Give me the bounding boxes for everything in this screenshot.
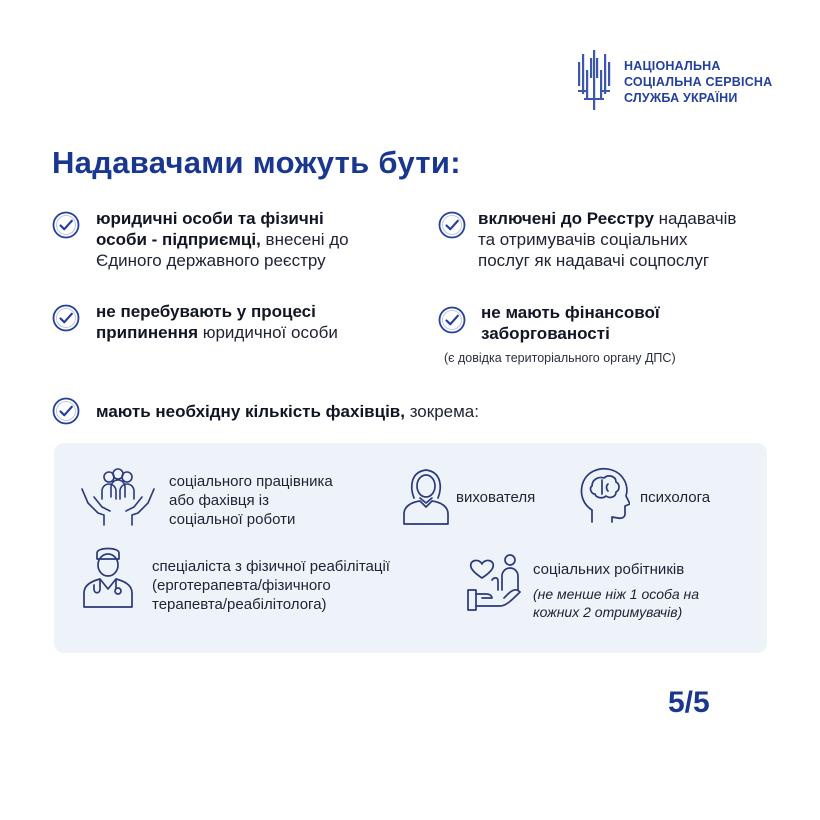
item-bold: мають необхідну кількість фахівців, [96,402,405,421]
logo-wordmark [624,58,804,106]
educator-icon [400,464,452,526]
specialist-label [152,557,390,614]
logo-line: СЛУЖБА УКРАЇНИ [624,91,738,105]
item-text: надавачів [653,209,737,228]
requirement-item [481,302,660,344]
check-circle-icon [52,304,80,332]
specialist-line: психолога [640,489,711,506]
item-text: зокрема: [404,402,479,421]
specialist-line: (ерготерапевта/фізичного [152,577,331,594]
page-counter: 5/5 [668,686,710,719]
psychologist-head-icon [578,464,630,526]
page-title: Надавачами можуть бути: [52,145,461,180]
item-note: (є довідка територіального органу ДПС) [444,351,676,365]
specialist-line: терапевта/реабілітолога) [152,596,327,613]
doctor-icon [80,545,136,609]
requirement-item [96,301,338,343]
specialist-line: вихователя [456,489,536,506]
specialist-line: соціального працівника [169,473,333,490]
item-text: та отримувачів соціальних [478,230,688,249]
specialist-note [533,585,699,621]
check-circle-icon [438,306,466,334]
item-bold: не перебувають у процесі [96,302,316,321]
check-circle-icon [52,211,80,239]
item-text: Єдиного державного реєстру [96,251,326,270]
specialist-line: соціальних робітників [533,561,685,578]
requirement-item [96,401,479,422]
specialist-line: соціальної роботи [169,511,296,528]
requirement-item [478,208,736,271]
item-bold: не мають фінансової [481,303,660,322]
item-bold: заборгованості [481,324,610,343]
team-care-icon [80,467,156,529]
specialist-label [169,472,333,529]
item-bold: припинення [96,323,198,342]
specialist-label [456,488,535,507]
requirement-item [96,208,349,271]
item-bold: особи - підприємці, [96,230,261,249]
specialist-label [533,560,684,579]
item-bold: включені до Реєстру [478,209,654,228]
social-worker-hand-icon [466,550,524,612]
item-bold: юридичні особи та фізичні [96,209,324,228]
item-text: послуг як надавачі соцпослуг [478,251,710,270]
specialist-label [640,488,710,507]
specialist-line: спеціаліста з фізичної реабілітації [152,558,390,575]
logo-line: СОЦІАЛЬНА СЕРВІСНА [624,75,773,89]
specialist-line: або фахівця із [169,492,270,509]
logo-line: НАЦІОНАЛЬНА [624,59,721,73]
check-circle-icon [438,211,466,239]
specialist-note-line: кожних 2 отримувачів) [533,604,683,620]
specialist-note-line: (не менше ніж 1 особа на [533,586,700,602]
nsss-emblem-icon [576,50,612,112]
item-text: внесені до [260,230,349,249]
item-text: юридичної особи [198,323,338,342]
check-circle-icon [52,397,80,425]
